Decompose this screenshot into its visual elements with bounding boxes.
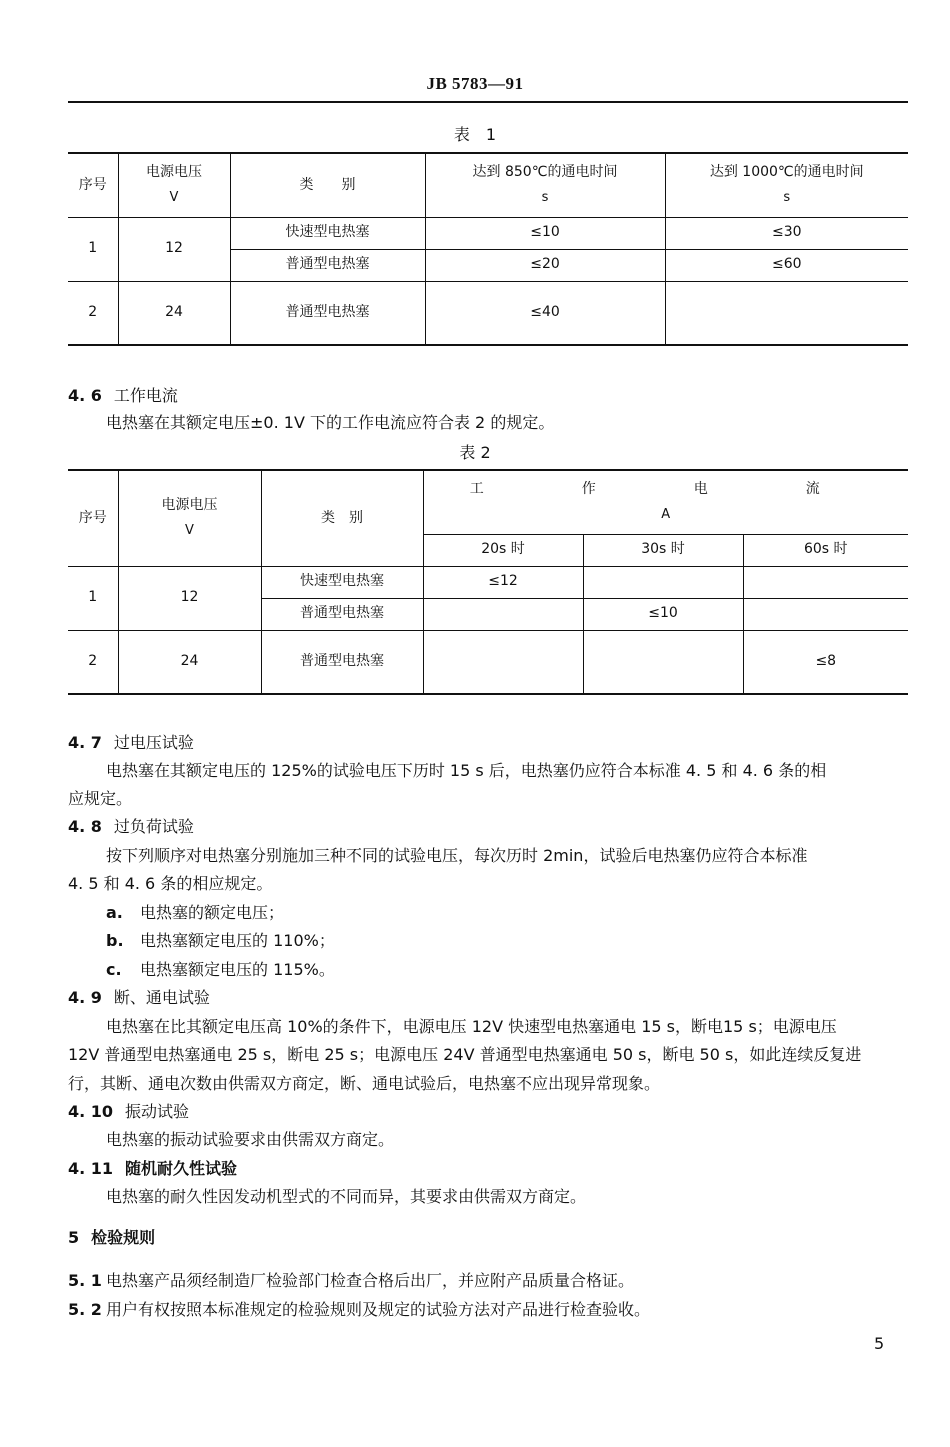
table2-row2-t30: ≤10 — [583, 598, 743, 630]
table1-caption: 表 1 — [453, 125, 497, 144]
section-4-8-heading — [68, 817, 194, 837]
table2-row2-category: 普通型电热塞 — [261, 598, 423, 630]
table1-header-voltage-unit: V — [169, 189, 179, 205]
document-code: JB 5783—91 — [426, 74, 524, 93]
table1-header-t850-label: 达到 850℃的通电时间 — [472, 164, 618, 181]
table1-row1-t850: ≤10 — [425, 217, 665, 249]
section-4-6-heading — [68, 386, 178, 406]
section-4-10-title: 振动试验 — [125, 1102, 190, 1121]
table2-row1-seq: 1 — [68, 566, 118, 630]
table-row — [68, 281, 908, 345]
section-4-11-heading — [68, 1159, 237, 1179]
table2-header-category: 类 别 — [261, 470, 423, 566]
table1-row3-t850: ≤40 — [425, 281, 665, 345]
section-4-8-text-line1: 按下列顺序对电热塞分别施加三种不同的试验电压，每次历时 2min，试验后电热塞仍应符合本标准 — [106, 846, 808, 865]
table2-row1-t20: ≤12 — [423, 566, 583, 598]
table2-row1-t60 — [743, 566, 908, 598]
table2-row3-voltage: 24 — [118, 630, 261, 694]
section-4-9-title: 断、通电试验 — [113, 988, 210, 1007]
section-4-6-text: 电热塞在其额定电压±0. 1V 下的工作电流应符合表 2 的规定。 — [106, 413, 555, 432]
section-4-9-text-line1: 电热塞在比其额定电压高 10%的条件下，电源电压 12V 快速型电热塞通电 15 s，断电15 s；电源电压 — [106, 1017, 837, 1036]
table2-row3-t60: ≤8 — [743, 630, 908, 694]
section-4-8-number: 4. 8 — [68, 817, 102, 836]
list-item-text: 电热塞额定电压的 110%； — [140, 931, 335, 950]
table1-header-t1000-unit: s — [783, 189, 791, 205]
table2-header-seq: 序号 — [68, 470, 118, 566]
table1-header-voltage — [118, 153, 230, 217]
header-rule — [68, 101, 908, 103]
table2 — [68, 469, 908, 695]
section-5-1-text: 电热塞产品须经制造厂检验部门检查合格后出厂，并应附产品质量合格证。 — [106, 1271, 635, 1290]
page-number: 5 — [874, 1334, 885, 1353]
table1 — [68, 152, 908, 346]
table1-row2-t1000: ≤60 — [665, 249, 908, 281]
table2-header-current-label: 工 作 电 流 — [469, 481, 862, 498]
table1-header-row — [68, 153, 908, 217]
section-4-11-text: 电热塞的耐久性因发动机型式的不同而异，其要求由供需双方商定。 — [106, 1187, 587, 1206]
section-5-heading — [68, 1228, 155, 1248]
section-4-11-number: 4. 11 — [68, 1159, 114, 1178]
table2-row3-t30 — [583, 630, 743, 694]
table2-header-voltage-label: 电源电压 — [161, 497, 218, 514]
table1-header-category: 类 别 — [230, 153, 425, 217]
list-item-text: 电热塞额定电压的 115%。 — [140, 960, 335, 979]
table1-row3-seq: 2 — [68, 281, 118, 345]
section-4-10-heading — [68, 1102, 189, 1122]
section-4-7-heading — [68, 733, 194, 753]
list-item-label: a. — [106, 903, 123, 922]
section-4-7-title: 过电压试验 — [113, 733, 194, 752]
section-4-10-text: 电热塞的振动试验要求由供需双方商定。 — [106, 1130, 395, 1149]
list-item-label: c. — [106, 960, 122, 979]
section-4-11-title: 随机耐久性试验 — [125, 1159, 238, 1178]
table-row — [68, 566, 908, 598]
section-4-9-number: 4. 9 — [68, 988, 102, 1007]
table2-header-current — [423, 470, 908, 534]
list-item — [106, 960, 335, 980]
table2-header-row — [68, 470, 908, 534]
section-5-2-text: 用户有权按照本标准规定的检验规则及规定的试验方法对产品进行检查验收。 — [106, 1300, 651, 1319]
section-4-9-text-line2: 12V 普通型电热塞通电 25 s，断电 25 s；电源电压 24V 普通型电热塞通电 50 s，断电 50 s，如此连续反复进 — [68, 1045, 862, 1064]
section-5-1-number: 5. 1 — [68, 1271, 102, 1290]
table-row — [68, 217, 908, 249]
table2-row1-voltage: 12 — [118, 566, 261, 630]
table2-row2-t60 — [743, 598, 908, 630]
section-4-9-text-line3: 行，其断、通电次数由供需双方商定，断、通电试验后，电热塞不应出现异常现象。 — [68, 1074, 661, 1093]
table1-header-t850 — [425, 153, 665, 217]
section-4-9-heading — [68, 988, 210, 1008]
table1-row3-t1000 — [665, 281, 908, 345]
table2-row1-category: 快速型电热塞 — [261, 566, 423, 598]
section-5-2-number: 5. 2 — [68, 1300, 102, 1319]
section-4-8-title: 过负荷试验 — [113, 817, 194, 836]
table2-row3-t20 — [423, 630, 583, 694]
table1-header-seq: 序号 — [68, 153, 118, 217]
section-4-7-text-line1: 电热塞在其额定电压的 125%的试验电压下历时 15 s 后，电热塞仍应符合本标准 4. 5 和 4. 6 条的相 — [106, 761, 827, 780]
table2-row3-seq: 2 — [68, 630, 118, 694]
section-4-7-number: 4. 7 — [68, 733, 102, 752]
table2-row2-t20 — [423, 598, 583, 630]
table1-row2-t850: ≤20 — [425, 249, 665, 281]
table2-caption: 表 2 — [459, 443, 491, 462]
section-5-number: 5 — [68, 1228, 80, 1247]
table2-row3-category: 普通型电热塞 — [261, 630, 423, 694]
list-item — [106, 931, 335, 951]
list-item-label: b. — [106, 931, 124, 950]
section-5-title: 检验规则 — [91, 1228, 156, 1247]
table1-row1-seq: 1 — [68, 217, 118, 281]
table1-header-t850-unit: s — [541, 189, 549, 205]
section-5-2 — [68, 1300, 650, 1320]
section-4-6-title: 工作电流 — [113, 386, 178, 405]
table2-header-t20: 20s 时 — [423, 534, 583, 566]
section-4-8-text-line2: 4. 5 和 4. 6 条的相应规定。 — [68, 874, 273, 893]
table1-row2-category: 普通型电热塞 — [230, 249, 425, 281]
list-item — [106, 903, 284, 923]
section-4-10-number: 4. 10 — [68, 1102, 114, 1121]
table2-header-t30: 30s 时 — [583, 534, 743, 566]
table2-row1-t30 — [583, 566, 743, 598]
list-item-text: 电热塞的额定电压； — [140, 903, 285, 922]
table-row — [68, 630, 908, 694]
section-5-1 — [68, 1271, 634, 1291]
table2-header-voltage-unit: V — [185, 522, 194, 538]
table2-header-t60: 60s 时 — [743, 534, 908, 566]
table2-header-voltage — [118, 470, 261, 566]
table1-header-t1000 — [665, 153, 908, 217]
table1-header-voltage-label: 电源电压 — [146, 164, 202, 181]
section-4-6-number: 4. 6 — [68, 386, 102, 405]
table1-row1-t1000: ≤30 — [665, 217, 908, 249]
section-4-7-text-line2: 应规定。 — [68, 789, 133, 808]
table1-header-t1000-label: 达到 1000℃的通电时间 — [709, 164, 864, 181]
table2-header-current-unit: A — [661, 506, 671, 522]
table1-row3-voltage: 24 — [118, 281, 230, 345]
table1-row1-voltage: 12 — [118, 217, 230, 281]
table1-row1-category: 快速型电热塞 — [230, 217, 425, 249]
table1-row3-category: 普通型电热塞 — [230, 281, 425, 345]
